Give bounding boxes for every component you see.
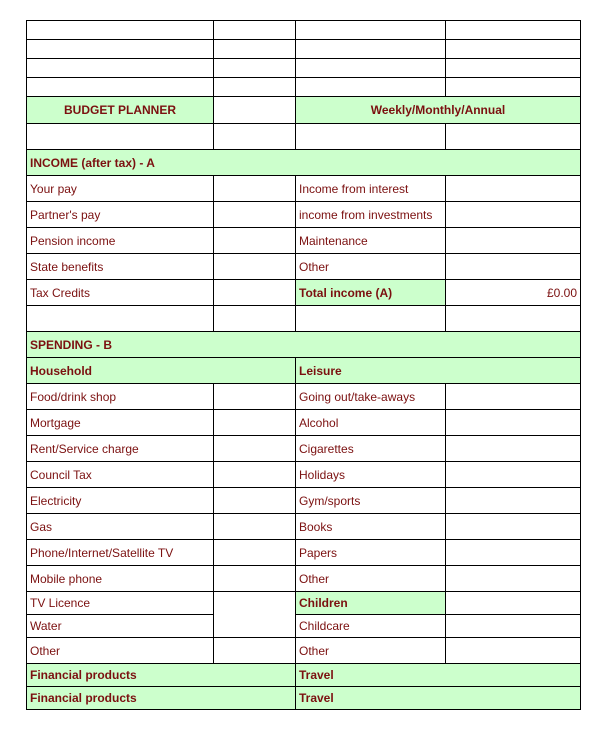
table-row <box>27 150 581 176</box>
table-row <box>27 254 581 280</box>
household-label[interactable]: Gas <box>27 514 214 540</box>
spending-value-cell[interactable] <box>446 410 581 436</box>
empty-cell[interactable] <box>27 59 214 78</box>
income-value-cell[interactable] <box>214 202 296 228</box>
table-row <box>27 358 581 384</box>
spending-value-cell[interactable] <box>214 540 296 566</box>
spending-value-cell[interactable] <box>446 615 581 638</box>
empty-cell[interactable] <box>27 306 214 332</box>
income-value-cell[interactable] <box>214 228 296 254</box>
income-value-cell[interactable] <box>446 228 581 254</box>
spending-value-cell[interactable] <box>214 384 296 410</box>
empty-cell[interactable] <box>214 124 296 150</box>
empty-cell[interactable] <box>296 306 446 332</box>
income-label[interactable]: Your pay <box>27 176 214 202</box>
empty-cell[interactable] <box>446 78 581 97</box>
budget-grid <box>26 20 581 710</box>
travel-heading[interactable]: Travel <box>296 687 581 710</box>
leisure-label[interactable]: Papers <box>296 540 446 566</box>
household-label[interactable]: Mortgage <box>27 410 214 436</box>
spending-value-cell[interactable] <box>446 436 581 462</box>
table-row <box>27 436 581 462</box>
spending-value-cell[interactable] <box>446 540 581 566</box>
income-value-cell[interactable] <box>214 254 296 280</box>
household-label[interactable]: Rent/Service charge <box>27 436 214 462</box>
budget-planner-title[interactable]: BUDGET PLANNER <box>27 97 214 124</box>
table-row <box>27 280 581 306</box>
spending-value-cell[interactable] <box>446 384 581 410</box>
table-row <box>27 592 581 615</box>
children-label[interactable]: Childcare <box>296 615 446 638</box>
income-label[interactable]: State benefits <box>27 254 214 280</box>
table-row <box>27 78 581 97</box>
income-label[interactable]: Tax Credits <box>27 280 214 306</box>
period-label[interactable]: Weekly/Monthly/Annual <box>296 97 581 124</box>
spending-value-cell[interactable] <box>214 462 296 488</box>
leisure-label[interactable]: Cigarettes <box>296 436 446 462</box>
table-row <box>27 687 581 710</box>
table-row <box>27 176 581 202</box>
table-row <box>27 40 581 59</box>
table-row <box>27 638 581 664</box>
table-row <box>27 384 581 410</box>
table-row <box>27 410 581 436</box>
table-row <box>27 514 581 540</box>
spending-value-cell[interactable] <box>446 638 581 664</box>
empty-cell[interactable] <box>27 21 214 40</box>
leisure-label[interactable]: Gym/sports <box>296 488 446 514</box>
income-section-heading[interactable]: INCOME (after tax) - A <box>27 150 581 176</box>
children-label[interactable]: Other <box>296 638 446 664</box>
empty-cell[interactable] <box>296 59 446 78</box>
table-row <box>27 59 581 78</box>
spending-value-cell[interactable] <box>446 566 581 592</box>
table-row <box>27 306 581 332</box>
table-row <box>27 615 581 638</box>
household-heading[interactable]: Household <box>27 358 296 384</box>
table-row <box>27 566 581 592</box>
spending-value-cell[interactable] <box>214 566 296 592</box>
empty-cell[interactable] <box>214 40 296 59</box>
empty-cell[interactable] <box>214 59 296 78</box>
total-income-value[interactable]: £0.00 <box>446 280 581 306</box>
empty-cell[interactable] <box>296 40 446 59</box>
household-label[interactable]: Council Tax <box>27 462 214 488</box>
leisure-label[interactable]: Alcohol <box>296 410 446 436</box>
empty-cell[interactable] <box>446 59 581 78</box>
table-row <box>27 21 581 40</box>
leisure-label[interactable]: Other <box>296 566 446 592</box>
spending-value-cell[interactable] <box>214 436 296 462</box>
income-label[interactable]: income from investments <box>296 202 446 228</box>
table-row <box>27 202 581 228</box>
empty-cell[interactable] <box>214 21 296 40</box>
income-label[interactable]: Other <box>296 254 446 280</box>
empty-cell[interactable] <box>27 78 214 97</box>
empty-cell[interactable] <box>296 78 446 97</box>
empty-cell[interactable] <box>296 21 446 40</box>
table-row <box>27 97 581 124</box>
spending-value-cell[interactable] <box>446 488 581 514</box>
table-row <box>27 488 581 514</box>
household-label[interactable]: Other <box>27 638 214 664</box>
empty-cell[interactable] <box>446 21 581 40</box>
income-value-cell[interactable] <box>214 280 296 306</box>
empty-cell[interactable] <box>27 124 214 150</box>
leisure-label[interactable]: Going out/take-aways <box>296 384 446 410</box>
household-label[interactable]: Food/drink shop <box>27 384 214 410</box>
income-value-cell[interactable] <box>214 176 296 202</box>
table-row <box>27 332 581 358</box>
empty-cell[interactable] <box>27 40 214 59</box>
empty-cell[interactable] <box>214 78 296 97</box>
spending-value-cell[interactable] <box>446 514 581 540</box>
household-label[interactable]: TV Licence <box>27 592 214 615</box>
spending-value-cell[interactable] <box>446 592 581 615</box>
empty-cell[interactable] <box>214 306 296 332</box>
leisure-label[interactable]: Books <box>296 514 446 540</box>
income-label[interactable]: Pension income <box>27 228 214 254</box>
spending-value-cell[interactable] <box>446 462 581 488</box>
table-row <box>27 462 581 488</box>
income-value-cell[interactable] <box>446 254 581 280</box>
children-heading[interactable]: Children <box>296 592 446 615</box>
financial-products-heading[interactable]: Financial products <box>27 687 296 710</box>
household-label[interactable]: Water <box>27 615 214 638</box>
total-income-label[interactable]: Total income (A) <box>296 280 446 306</box>
leisure-label[interactable]: Holidays <box>296 462 446 488</box>
empty-cell[interactable] <box>446 40 581 59</box>
income-label[interactable]: Maintenance <box>296 228 446 254</box>
income-value-cell[interactable] <box>446 202 581 228</box>
empty-cell[interactable] <box>446 124 581 150</box>
spending-value-cell[interactable] <box>214 410 296 436</box>
spending-value-cell[interactable] <box>214 514 296 540</box>
income-label[interactable]: Partner's pay <box>27 202 214 228</box>
household-label[interactable]: Mobile phone <box>27 566 214 592</box>
household-label[interactable]: Phone/Internet/Satellite TV <box>27 540 214 566</box>
empty-cell[interactable] <box>214 97 296 124</box>
table-row <box>27 228 581 254</box>
income-label[interactable]: Income from interest <box>296 176 446 202</box>
spending-value-cell[interactable] <box>214 638 296 664</box>
spending-value-cell[interactable] <box>214 592 296 638</box>
table-row <box>27 124 581 150</box>
leisure-heading[interactable]: Leisure <box>296 358 581 384</box>
table-row <box>27 540 581 566</box>
travel-heading[interactable]: Travel <box>296 664 581 687</box>
spending-value-cell[interactable] <box>214 488 296 514</box>
financial-products-heading[interactable]: Financial products <box>27 664 296 687</box>
spending-section-heading[interactable]: SPENDING - B <box>27 332 581 358</box>
income-value-cell[interactable] <box>446 176 581 202</box>
empty-cell[interactable] <box>446 306 581 332</box>
empty-cell[interactable] <box>296 124 446 150</box>
household-label[interactable]: Electricity <box>27 488 214 514</box>
table-row <box>27 664 581 687</box>
